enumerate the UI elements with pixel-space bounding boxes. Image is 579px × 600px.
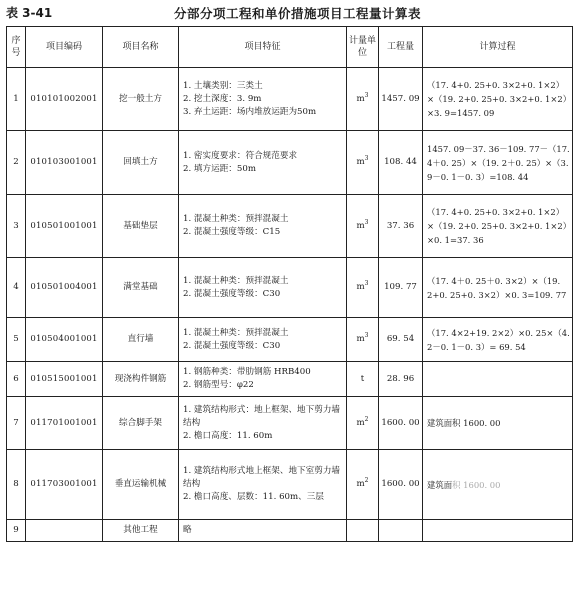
cell-name: 垂直运输机械: [103, 450, 179, 520]
feature-line: 1. 密实度要求：符合规范要求: [183, 150, 298, 161]
table-row: [7, 397, 573, 450]
header-calculation: 计算过程: [423, 27, 573, 68]
cell-seq: 2: [7, 131, 26, 195]
cell-calculation: [423, 195, 573, 258]
calc-text: 建筑面: [427, 479, 453, 490]
cell-unit: [347, 258, 379, 318]
cell-name: 现浇构件钢筋: [103, 362, 179, 397]
cell-seq: 8: [7, 450, 26, 520]
unit-exponent: 3: [364, 91, 369, 99]
feature-line: 2. 檐口高度、层数：11. 60m、三层: [183, 492, 324, 502]
cell-calculation: [423, 520, 573, 542]
header-name: 项目名称: [103, 27, 179, 68]
cell-quantity: 1600. 00: [379, 397, 423, 450]
unit-exponent: 3: [364, 218, 369, 226]
cell-name: 回填土方: [103, 131, 179, 195]
cell-code: 010501001001: [26, 195, 103, 258]
feature-line: 1. 混凝土种类：预拌混凝土: [183, 214, 289, 224]
feature-line: 2. 混凝土强度等级：C30: [183, 340, 281, 351]
feature-line: 2. 混凝土强度等级：C30: [183, 288, 281, 299]
cell-calculation: [423, 68, 573, 131]
cell-unit: [347, 362, 379, 397]
cell-features: [179, 195, 347, 258]
feature-line: 1. 建筑结构形式：地上框架、地下剪力墙结构: [183, 404, 341, 428]
cell-calculation: [423, 258, 573, 318]
cell-name: 其他工程: [103, 520, 179, 542]
cell-seq: 5: [7, 318, 26, 362]
calc-text: 1457. 09－37. 36－109. 77－（17. 4＋0. 25）×（19. 2＋0. 25）×（3. 9－0. 1－0. 3）=108. 44: [427, 143, 570, 182]
cell-code: 011701001001: [26, 397, 103, 450]
unit-base: m: [356, 157, 365, 167]
unit-exponent: 3: [364, 155, 369, 163]
unit-base: m: [356, 220, 365, 231]
cell-features: [179, 131, 347, 195]
table-body: [7, 68, 573, 542]
cell-name: 满堂基础: [103, 258, 179, 318]
cell-calculation: [423, 131, 573, 195]
cell-seq: 4: [7, 258, 26, 318]
unit-base: m: [356, 334, 365, 344]
header-quantity: 工程量: [379, 27, 423, 68]
feature-line: 1. 建筑结构形式地上框架、地下室剪力墙结构: [183, 466, 341, 489]
cell-quantity: 28. 96: [379, 362, 423, 397]
unit-exponent: 3: [364, 280, 369, 288]
cell-code: 010103001001: [26, 131, 103, 195]
feature-line: 2. 钢筋型号：φ22: [183, 380, 254, 390]
table-row: [7, 318, 573, 362]
cell-seq: 9: [7, 520, 26, 542]
cell-code: 011703001001: [26, 450, 103, 520]
cell-quantity: 1600. 00: [379, 450, 423, 520]
feature-line: 3. 弃土运距：场内堆放运距为50m: [183, 106, 317, 117]
cell-features: [179, 258, 347, 318]
feature-line: 1. 混凝土种类：预拌混凝土: [183, 275, 289, 286]
cell-unit: [347, 318, 379, 362]
cell-features: [179, 450, 347, 520]
table-caption: [6, 4, 572, 24]
cell-seq: 6: [7, 362, 26, 397]
calc-text-faded: 积 1600. 00: [452, 479, 501, 490]
cell-code: 010515001001: [26, 362, 103, 397]
feature-line: 2. 檐口高度：11. 60m: [183, 430, 273, 441]
header-code: 项目编码: [26, 27, 103, 68]
calc-text: 建筑面积 1600. 00: [427, 418, 501, 428]
cell-name: 挖一般土方: [103, 68, 179, 131]
header-unit: 计量单位: [347, 27, 379, 68]
cell-quantity: 109. 77: [379, 258, 423, 318]
table-row: [7, 450, 573, 520]
feature-line: 略: [183, 525, 192, 535]
calc-text: （17. 4＋0. 25＋0. 3×2）×（19. 2+0. 25+0. 3×2）×0. 3=109. 77: [427, 275, 567, 300]
cell-features: [179, 362, 347, 397]
feature-line: 1. 钢筋种类：带肋钢筋 HRB400: [183, 367, 311, 377]
header-seq: 序号: [7, 27, 26, 68]
unit-exponent: 2: [364, 415, 369, 423]
table-row: [7, 362, 573, 397]
cell-features: [179, 397, 347, 450]
cell-quantity: 69. 54: [379, 318, 423, 362]
cell-quantity: 1457. 09: [379, 68, 423, 131]
cell-name: 直行墙: [103, 318, 179, 362]
cell-unit: [347, 131, 379, 195]
table-row: [7, 520, 573, 542]
cell-code: 010101002001: [26, 68, 103, 131]
cell-seq: 7: [7, 397, 26, 450]
cell-calculation: [423, 318, 573, 362]
feature-line: 1. 混凝土种类：预拌混凝土: [183, 327, 289, 338]
cell-seq: 3: [7, 195, 26, 258]
table-row: [7, 195, 573, 258]
cell-unit: [347, 397, 379, 450]
cell-features: [179, 520, 347, 542]
cell-unit: [347, 68, 379, 131]
calc-text: （17. 4×2+19. 2×2）×0. 25×（4. 2－0. 1－0. 3）= 69. 54: [427, 327, 570, 352]
cell-quantity: 37. 36: [379, 195, 423, 258]
cell-unit: [347, 450, 379, 520]
calc-text: （17. 4+0. 25+0. 3×2+0. 1×2）×（19. 2+0. 25+0. 3×2+0. 1×2）×0. 1=37. 36: [427, 207, 567, 245]
table-number: 表 3-41: [6, 6, 53, 20]
calc-text: （17. 4+0. 25+0. 3×2+0. 1×2）×（19. 2+0. 25+0. 3×2+0. 1×2）×3. 9=1457. 09: [427, 80, 567, 118]
feature-line: 1. 土壤类别：三类土: [183, 80, 263, 91]
cell-code: 010501004001: [26, 258, 103, 318]
table-row: [7, 131, 573, 195]
table-row: [7, 68, 573, 131]
table-header-row: [7, 27, 573, 68]
cell-code: 010504001001: [26, 318, 103, 362]
unit-base: m: [356, 417, 365, 428]
feature-line: 2. 混凝土强度等级：C15: [183, 227, 281, 237]
quantity-table: [6, 26, 573, 542]
cell-calculation: [423, 362, 573, 397]
unit-exponent: 3: [364, 332, 369, 340]
unit-base: m: [356, 479, 365, 489]
cell-features: [179, 318, 347, 362]
unit-exponent: 2: [364, 477, 369, 485]
unit-base: t: [360, 373, 365, 384]
cell-unit: [347, 195, 379, 258]
cell-features: [179, 68, 347, 131]
cell-calculation: [423, 450, 573, 520]
feature-line: 2. 填方运距：50m: [183, 163, 256, 174]
feature-line: 2. 挖土深度：3. 9m: [183, 93, 262, 104]
unit-base: m: [356, 93, 365, 104]
table-row: [7, 258, 573, 318]
cell-code: [26, 520, 103, 542]
cell-quantity: 108. 44: [379, 131, 423, 195]
cell-name: 综合脚手架: [103, 397, 179, 450]
table-title: 分部分项工程和单价措施项目工程量计算表: [174, 6, 422, 21]
header-features: 项目特征: [179, 27, 347, 68]
cell-quantity: [379, 520, 423, 542]
unit-base: m: [356, 282, 365, 292]
cell-name: 基础垫层: [103, 195, 179, 258]
cell-unit: [347, 520, 379, 542]
cell-seq: 1: [7, 68, 26, 131]
cell-calculation: [423, 397, 573, 450]
